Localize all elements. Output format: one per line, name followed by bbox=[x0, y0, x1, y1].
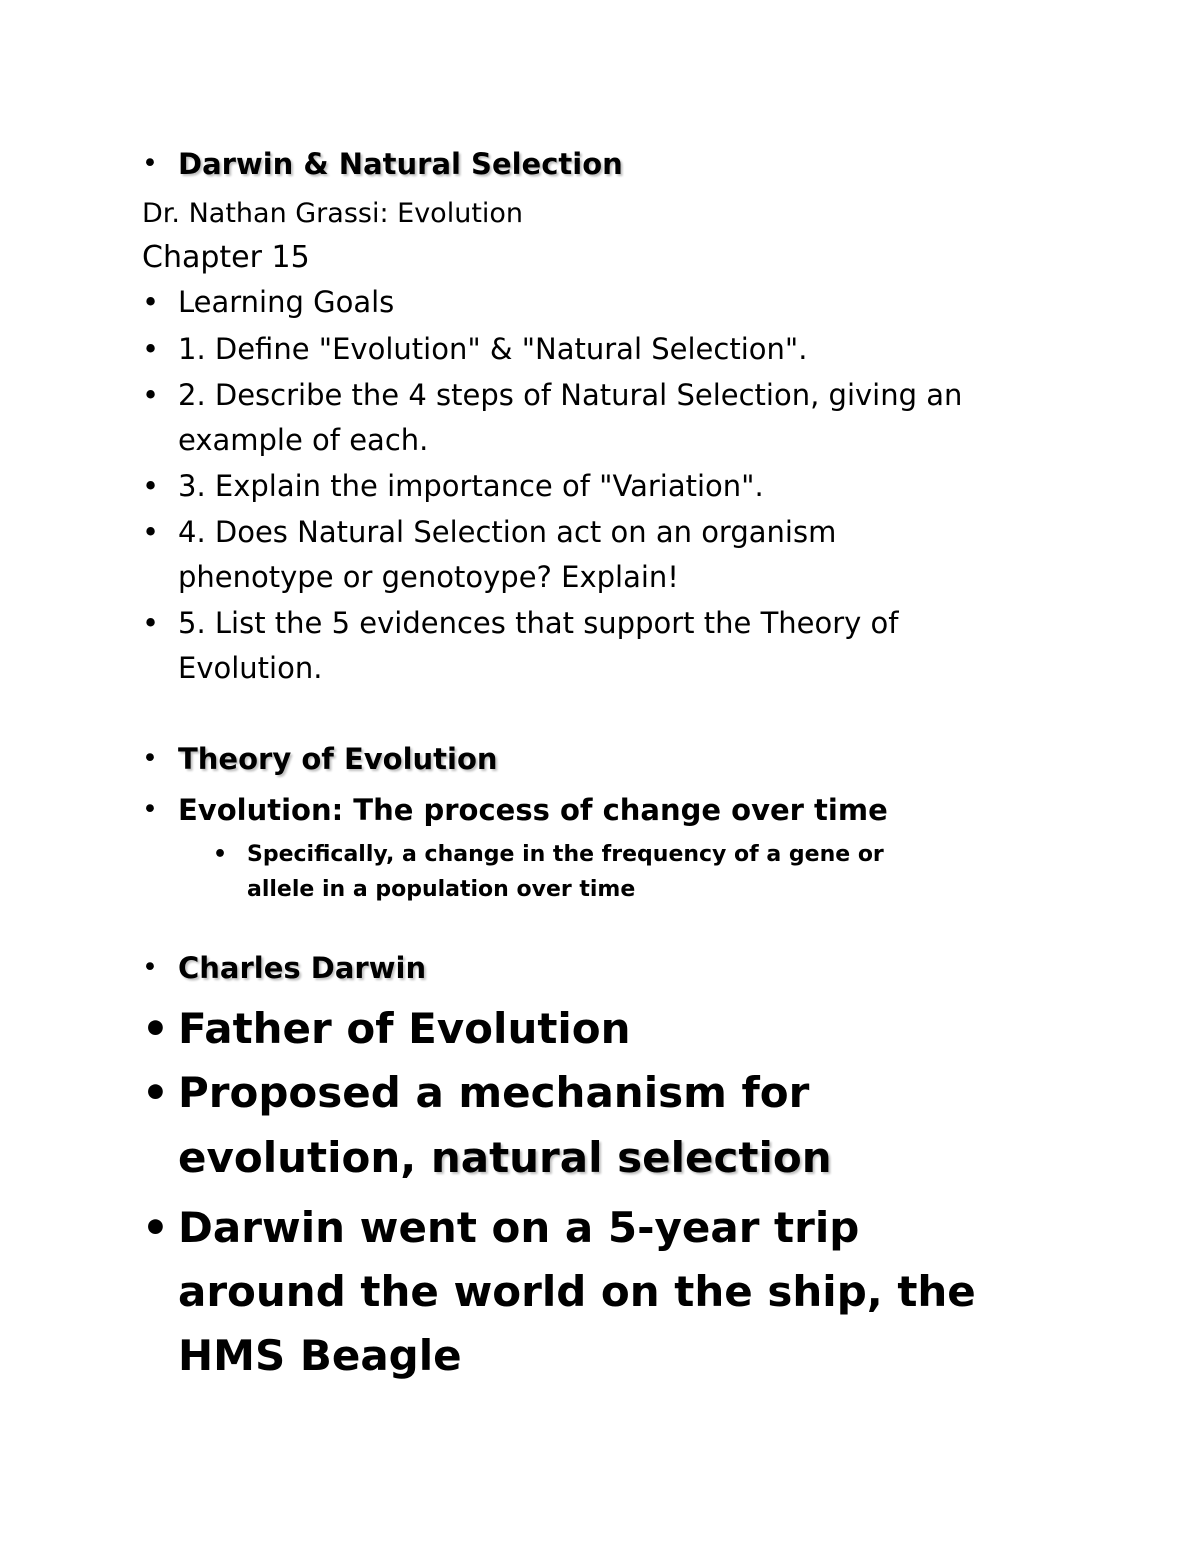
chapter-line: Chapter 15 bbox=[142, 240, 310, 275]
darwin-point-3-line-3: HMS Beagle bbox=[178, 1331, 462, 1380]
evolution-definition: Evolution: The process of change over time bbox=[178, 793, 888, 827]
theory-heading: Theory of Evolution bbox=[178, 742, 498, 776]
darwin-point-2-line-2 bbox=[178, 1133, 832, 1182]
darwin-point-1: Father of Evolution bbox=[178, 1004, 631, 1053]
evolution-detail-line-2: allele in a population over time bbox=[247, 877, 636, 902]
darwin-heading: Charles Darwin bbox=[178, 951, 427, 985]
bullet: • bbox=[142, 378, 160, 412]
bullet: • bbox=[142, 743, 158, 774]
bullet: • bbox=[142, 148, 158, 179]
goal-5-line-1: 5. List the 5 evidences that support the Theory of bbox=[178, 606, 899, 640]
bullet: • bbox=[142, 469, 160, 503]
bullet: • bbox=[142, 1068, 169, 1117]
goal-1: 1. Define "Evolution" & "Natural Selection". bbox=[178, 332, 808, 366]
bullet: • bbox=[142, 332, 160, 366]
darwin-point-2-line-1: Proposed a mechanism for bbox=[178, 1068, 810, 1117]
bullet: • bbox=[142, 606, 160, 640]
goal-3: 3. Explain the importance of "Variation". bbox=[178, 469, 764, 503]
bullet: • bbox=[142, 952, 158, 983]
sub-bullet: • bbox=[213, 842, 228, 867]
bullet: • bbox=[142, 1203, 169, 1252]
bullet: • bbox=[142, 285, 160, 319]
goal-5-line-2: Evolution. bbox=[178, 651, 323, 685]
darwin-point-3-line-1: Darwin went on a 5-year trip bbox=[178, 1203, 860, 1252]
goal-4-line-2: phenotype or genotoype? Explain! bbox=[178, 560, 679, 594]
natural-selection-emphasis: natural selection bbox=[430, 1133, 832, 1182]
learning-goals-heading: Learning Goals bbox=[178, 285, 395, 319]
author-line: Dr. Nathan Grassi: Evolution bbox=[142, 198, 524, 229]
evolution-detail-line-1: Specifically, a change in the frequency of a gene or bbox=[247, 842, 884, 867]
document-title: Darwin & Natural Selection bbox=[178, 147, 623, 181]
bullet: • bbox=[142, 515, 160, 549]
darwin-point-2-line-2-start: evolution, bbox=[178, 1133, 431, 1182]
goal-4-line-1: 4. Does Natural Selection act on an organism bbox=[178, 515, 837, 549]
goal-2-line-2: example of each. bbox=[178, 423, 429, 457]
bullet: • bbox=[142, 794, 158, 825]
darwin-point-3-line-2: around the world on the ship, the bbox=[178, 1267, 976, 1316]
goal-2-line-1: 2. Describe the 4 steps of Natural Selection, giving an bbox=[178, 378, 963, 412]
bullet: • bbox=[142, 1004, 169, 1053]
